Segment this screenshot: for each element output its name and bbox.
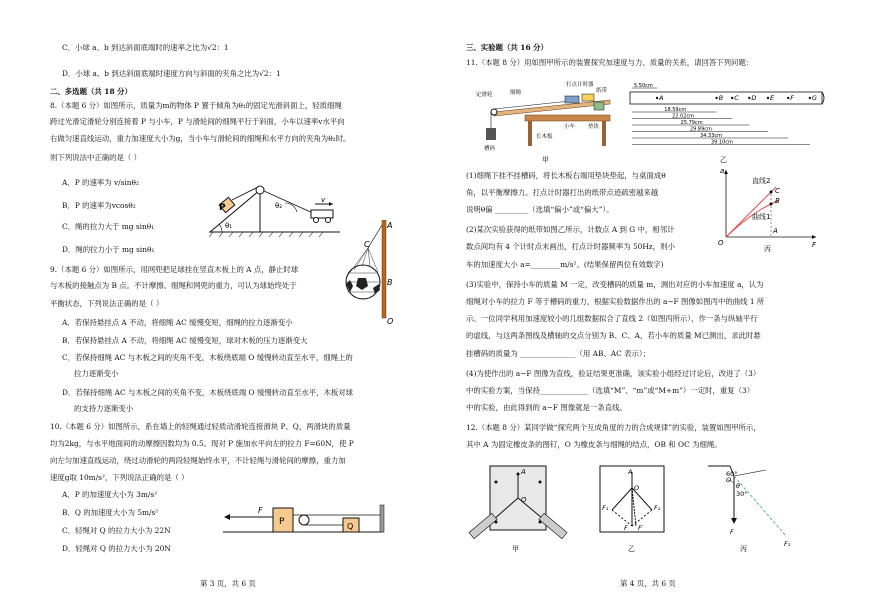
q9-option-d-cont: 的支持力逐渐变小: [74, 404, 134, 413]
q11-part1-line: 角，以平衡摩擦力。打点计时器打出的纸带点迹疏密越来越: [466, 188, 659, 197]
q11-part3-line: (3)实验中，保持小车的质量 M 一定，改变槽码的质量 m，测出对应的小车加速度 a，认为: [466, 280, 764, 289]
block-p-label: P: [279, 517, 285, 527]
tape-figure: [628, 82, 828, 164]
tape-point-label: G: [811, 94, 817, 102]
q9-option-c[interactable]: C．若保持细绳 AC 与木板之间的夹角不变，木板绕底端 O 缓慢转动直至水平，细绳上的: [62, 353, 353, 362]
right-page-footer: 第 4 页，共 6 页: [620, 579, 676, 588]
point-a-label: A: [773, 227, 778, 235]
tape-distance-label: 25.79cm: [680, 120, 703, 127]
tape-dot: [767, 97, 769, 99]
tape-distance-label: 34.33cm: [700, 133, 723, 140]
tape-distance-label: 5.50cm: [634, 83, 653, 89]
q11-part4-line[interactable]: 中的实验方案，当保持_____________（选填“M”、“m”或“M+m”）一定时，重复（3）: [466, 386, 755, 395]
q11-part2-line[interactable]: 车的加速度大小 a=________m/s²。(结果保留两位有效数字): [466, 260, 664, 269]
q10-option-b[interactable]: B．Q 的加速度大小为 5m/s²: [62, 508, 159, 517]
point-o-label: O: [387, 317, 394, 325]
q11-part2-line: 数点间均有 4 个计时点未画出，打点计时器频率为 50Hz，则小: [466, 242, 675, 251]
q11-stem: 11.（本题 8 分）用如图甲所示的装置探究加速度与力、质量的关系，请回答下列问题：: [466, 58, 754, 67]
tape-distance-label: 22.02cm: [672, 113, 695, 120]
origin-label: O: [718, 239, 724, 247]
tape-point-label: E: [769, 94, 775, 102]
q8-option-c[interactable]: C．绳的拉力大于 mg sinθ₁: [62, 222, 155, 231]
q12-stem-line: 其中 A 为固定橡皮条的图钉，O 为橡皮条与细绳的结点，OB 和 OC 为细绳。: [466, 440, 722, 449]
curve1-label: 曲线1: [752, 213, 771, 221]
axis-f-label: F: [812, 241, 817, 249]
angle-diagram-figure: [700, 462, 800, 554]
angle-30-label: 30°: [736, 490, 748, 498]
f-label: F: [624, 524, 628, 532]
caption-yi: 乙: [720, 156, 727, 164]
q10-option-c[interactable]: C．轻绳对 Q 的拉力大小为 22N: [62, 526, 171, 535]
q8-option-d[interactable]: D．绳的拉力小于 mg sinθ₁: [62, 245, 155, 254]
left-page-footer: 第 3 页，共 6 页: [200, 579, 256, 588]
f2-label: F₂: [654, 504, 661, 512]
label-cart: 小车: [564, 124, 576, 130]
pulley-figure: [218, 502, 388, 538]
theta1-label: θ₁: [225, 222, 233, 230]
tape-dot: [715, 97, 717, 99]
apparatus-figure: [470, 80, 620, 165]
tape-dot: [748, 97, 750, 99]
line2-path: [726, 187, 776, 237]
label-timer: 打点计时器: [566, 82, 594, 88]
f-label: F: [730, 528, 734, 536]
block-p-label: P: [219, 203, 226, 213]
velocity-label: v: [321, 196, 326, 204]
tape-distance-label: 18.59cm: [664, 107, 687, 114]
q11-part1-line: (1)细绳下挂不挂槽码，将长木板右端用垫块垫起，与桌面成θ: [466, 171, 666, 180]
point-c-label: C: [364, 240, 370, 249]
incline-figure: [205, 180, 345, 240]
tape-dot: [656, 97, 658, 99]
q12-stem-line: 12.（本题 8 分）某同学做“探究两个互成角度的力的合成规律”的实验，装置如图甲所示，: [466, 423, 761, 432]
q9-option-a[interactable]: A．若保持悬挂点 A 不动，将细绳 AC 缓慢变短，细绳的拉力逐渐变小: [62, 318, 293, 327]
q8-option-a[interactable]: A．P 的速率为 v/sinθ₂: [62, 178, 139, 187]
caption-jia: 甲: [512, 545, 519, 553]
q10-stem-line: 10.（本题 6 分）如图所示，系在墙上的轻绳通过轻质动滑轮连接滑块 P、Q，两滑块的质量: [50, 422, 351, 431]
force-board-yi-figure: [592, 462, 672, 554]
q8-stem-line: 则下列说法中正确的是（ ）: [50, 153, 142, 162]
theta2-label: θ₂: [275, 202, 283, 210]
caption-jia: 甲: [542, 156, 549, 164]
q10-option-a[interactable]: A．P 的加速度大小为 3m/s²: [62, 490, 158, 499]
tape-distance-label: 39.10cm: [710, 139, 733, 146]
angle-60-label: 60°: [726, 470, 738, 478]
label-fixed-pulley: 定滑轮: [476, 92, 493, 98]
tape-distance-label: 29.89cm: [689, 126, 712, 133]
q10-stem-line: 均为2kg，与水平地面间的动摩擦因数均为 0.5。现对 P 施加水平向左的拉力 F=60N，使 P: [50, 439, 354, 448]
q8-stem-line: 右做匀速直线运动，重力加速度大小为g，当小车与滑轮间的细绳和水平方向的夹角为θ₂时。: [50, 134, 351, 143]
tape-dot: [787, 97, 789, 99]
q10-stem-line: 速度g取 10m/s²，下列说法正确的是（ ）: [50, 473, 189, 482]
tape-point-label: D: [751, 94, 757, 102]
af-graph-figure: [716, 165, 821, 253]
q11-part4-line: (4)为使作出的 a−F 图像为直线，验证结果更准确，该实验小组经过讨论后，改进了（3）: [466, 369, 761, 378]
q9-option-c-cont: 拉力逐渐变小: [74, 369, 119, 378]
point-b-label: B: [775, 197, 780, 205]
force-f-label: F: [258, 506, 263, 515]
q9-option-b[interactable]: B．若保持悬挂点 A 不动，将细绳 AC 缓慢变短，球对木板的压力逐渐变大: [62, 336, 308, 345]
block-q-label: Q: [347, 522, 354, 531]
q11-part3-line: 的虚线，与这两条图线及横轴的交点分别为 B、C、A，若小车的质量 M已测出，求此时悬: [466, 331, 761, 340]
point-b-label: B: [387, 278, 393, 287]
q11-part3-line: 示。一位同学利用加速度较小的几组数据拟合了直线 2（如图丙所示），作一条与纵轴平行: [466, 314, 758, 323]
caption-bing: 丙: [740, 545, 747, 553]
f1-label: F₁: [602, 504, 609, 512]
pin-a-label: A: [628, 468, 633, 476]
section-experiment-title: 三、实验题（共 16 分）: [466, 43, 548, 52]
label-tape: 纸带: [596, 88, 608, 94]
q9-stem-line: 平衡状态，下列说法正确的是（ ）: [50, 299, 164, 308]
tape-point-label: C: [734, 94, 739, 102]
q9-option-d[interactable]: D．若保持细绳 AC 与木板之间的夹角不变，木板绕底端 O 缓慢转动直至水平，木板对球: [62, 388, 354, 397]
tape-dot: [731, 97, 733, 99]
knot-o-label: O: [634, 484, 640, 492]
q11-part1-line[interactable]: 说明θ偏 _________（选填“偏小”或“偏大”）。: [466, 205, 614, 214]
axis-a-label: a: [720, 167, 725, 175]
q10-option-d[interactable]: D．轻绳对 Q 的拉力大小为 20N: [62, 544, 171, 553]
label-block: 垫块: [588, 124, 600, 130]
q11-part3-line: 细绳对小车的拉力 F 等于槽码的重力，根据实验数据作出的 a−F 图像如图丙中的曲线 1 所: [466, 297, 765, 306]
q9-stem-line: 与木板的接触点为 B 点。不计摩擦、细绳和网兜的重力，可认为球始终处于: [50, 281, 297, 290]
tape-dot: [809, 97, 811, 99]
tape-point-label: A: [659, 94, 664, 102]
q11-part4-line: 中的实验，由此得到的 a−F 图像就是一条直线。: [466, 403, 627, 412]
theta-label: θ: [736, 482, 740, 490]
force-board-jia-figure: [466, 462, 576, 554]
knot-o-label: O: [521, 496, 527, 504]
pin-a-label: A: [521, 468, 526, 476]
q10-stem-line: 向左匀加速直线运动，绕过动滑轮的两段轻绳始终水平，不计轻绳与滑轮间的摩擦，重力加: [50, 456, 346, 465]
section-multi-choice-title: 二、多选题（共 18 分）: [50, 87, 132, 96]
ball-board-figure: [340, 220, 400, 325]
q8-stem-line: 跨过光滑定滑轮分别连接着 P 与小车，P 与滑轮间的细绳平行于斜面，小车以速率v水平向: [50, 117, 345, 126]
point-c-label: C: [775, 187, 780, 195]
label-weights: 槽码: [484, 146, 496, 152]
caption-yi: 乙: [628, 545, 635, 553]
tape-point-label: F: [790, 94, 794, 102]
f-prime-label: F′: [638, 524, 644, 532]
line2-label: 直线2: [752, 177, 771, 185]
tape-point-label: B: [718, 94, 724, 102]
q9-stem-line: 9.（本题 6 分）如图所示，用网兜把足球挂在竖直木板上的 A 点，静止时球: [50, 265, 299, 274]
q7-option-c[interactable]: C．小球 a、b 到达斜面底端时的速率之比为√2：1: [62, 43, 229, 52]
f2-label: F₂: [784, 540, 791, 548]
q11-part2-line: (2)某次实验获得的纸带如图乙所示，计数点 A 到 G 中，相邻计: [466, 225, 675, 234]
q8-stem-line: 8.（本题 6 分）如图所示，质量为m的物体 P 置于倾角为θ₁的固定光滑斜面上，轻质细绳: [50, 101, 342, 110]
point-a-label: A: [387, 221, 393, 230]
point-o-label: O: [726, 476, 732, 484]
q11-part3-line[interactable]: 挂槽码的质量为 _______________（用 AB、AC 表示）；: [466, 349, 651, 358]
caption-bing: 丙: [764, 245, 771, 253]
q7-option-d[interactable]: D．小球 a、b 到达斜面底端时速度方向与斜面的夹角之比为√2：1: [62, 69, 281, 78]
label-string: 细绳: [510, 90, 522, 96]
label-board: 长木板: [536, 134, 553, 140]
q8-option-b[interactable]: B．P 的速率为vcosθ₂: [62, 201, 136, 210]
